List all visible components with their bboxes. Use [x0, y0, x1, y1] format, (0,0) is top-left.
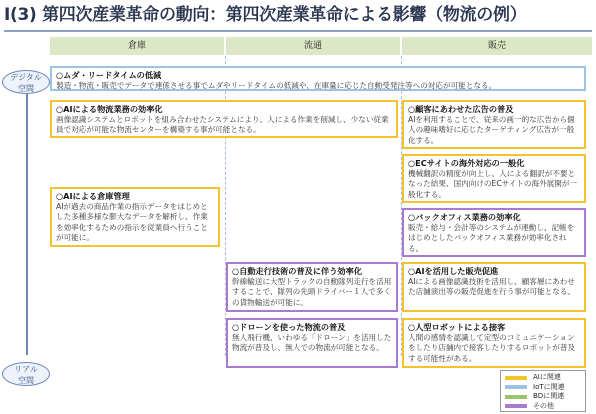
impact-body: 無人飛行機、いわゆる「ドローン」を活用した物流が普及し、無人での物流が可能となる。: [232, 333, 392, 353]
legend-swatch-bd: [505, 395, 527, 399]
legend-item-bd: [505, 392, 581, 402]
impact-title: ○顧客にあわせた広告の普及: [408, 104, 514, 114]
impact-box-ai-logistics: [50, 100, 398, 138]
axis-label-real-text: リアル 空間: [14, 365, 38, 385]
title-underline: [4, 30, 592, 32]
legend-label: IoTに関連: [533, 382, 565, 391]
impact-body: AIが過去の商品作業の指示データをはじめとした多種多様な膨大なデータを解析し、作業を効率化するための指示を従業員へ行うことが可能に。: [56, 202, 208, 243]
impact-box-drone: [226, 318, 398, 368]
impact-title: ○自動走行技術の普及に伴う効率化: [232, 266, 362, 276]
column-header-warehouse: 倉庫: [50, 37, 224, 55]
impact-box-ai-warehouse: [50, 187, 220, 247]
impact-title: ○AIによる物流業務の効率化: [56, 104, 163, 114]
impact-body: AIを利用することで、従来の画一的な広告から個人の趣味嗜好に応じたターゲティング広告が一般化する。: [408, 115, 575, 145]
legend-item-other: [505, 402, 581, 412]
impact-body: 製造・物流・販売でデータで連係させる事でムダやリードタイムの低減や、在庫量に応じた自動受発注等への対応が可能となる。: [56, 81, 497, 90]
legend-swatch-iot: [505, 385, 527, 389]
category-legend: [500, 370, 586, 412]
legend-swatch-ai: [505, 376, 527, 380]
impact-title: ○ドローンを使った物流の普及: [232, 322, 346, 332]
axis-label-digital-text: デジタル 空間: [10, 73, 42, 93]
page-title: Ⅰ(3) 第四次産業革命の動向：第四次産業革命による影響（物流の例）: [4, 5, 527, 25]
impact-title: ○人型ロボットによる接客: [408, 322, 506, 332]
impact-box-autonomous-driving: [226, 262, 398, 312]
impact-box-ai-promotion: [402, 262, 586, 312]
legend-label: BDに関連: [533, 392, 565, 401]
column-header-distribution: 流通: [226, 37, 400, 55]
impact-box-targeted-ads: [402, 100, 586, 149]
impact-box-back-office: [402, 208, 586, 257]
impact-title: ○ECサイトの海外対応の一般化: [408, 158, 525, 168]
impact-title: ○ムダ・リードタイムの低減: [56, 70, 162, 80]
digital-real-axis: [26, 89, 28, 355]
legend-label: AIに関連: [533, 373, 561, 382]
impact-body: 人間の感情を認識して定型のコミュニケーションをしたり店舗内で接客したりするロボットが普及する可能性がある。: [408, 333, 576, 363]
impact-box-ec-overseas: [402, 154, 586, 203]
column-header-sales: 販売: [402, 37, 592, 55]
legend-label: その他: [533, 401, 554, 410]
impact-title: ○AIを活用した販売促進: [408, 266, 499, 276]
legend-swatch-other: [505, 404, 527, 408]
impact-box-lead-time: [50, 66, 586, 91]
impact-body: 販売・給与・会計等のシステムが連動し、記帳をはじめとしたバックオフィス業務が効率化される。: [408, 223, 575, 253]
axis-label-real: [2, 362, 50, 386]
impact-body: 機械翻訳の精度が向上し、人による翻訳が不要となった結果、国内向けのECサイトの海外展開が一般化する。: [408, 169, 578, 199]
impact-body: 画像認識システムとロボットを組み合わせたシステムにより、人による作業を削減し、少ない従業員で対応が可能な物流センターを構築する事が可能となる。: [56, 115, 389, 135]
impact-body: 幹線輸送に大型トラックの自動隊列走行を活用することで、隊列の先頭ドライバー１人で多くの貨物輸送が可能に。: [232, 277, 392, 307]
axis-label-digital: [2, 70, 50, 94]
impact-box-humanoid-robot: [402, 318, 586, 368]
impact-body: AIによる画像認識技術を活用し、顧客層にあわせた店舗演出等の販売促進を行う事が可能となる。: [408, 277, 576, 297]
legend-item-iot: [505, 383, 581, 393]
impact-title: ○バックオフィス業務の効率化: [408, 212, 521, 222]
impact-title: ○AIによる倉庫管理: [56, 191, 130, 201]
legend-item-ai: [505, 373, 581, 383]
